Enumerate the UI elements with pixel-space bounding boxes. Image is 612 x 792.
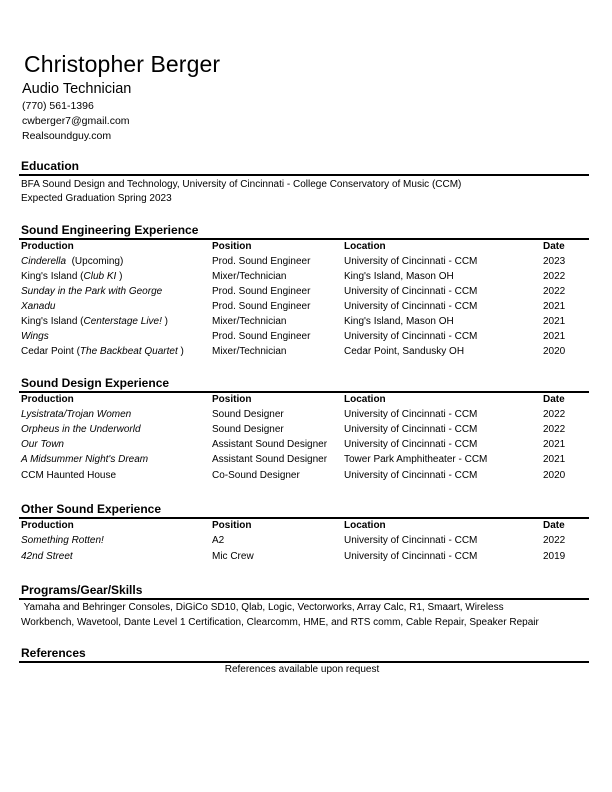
location-cell: University of Cincinnati - CCM — [344, 331, 478, 342]
production-cell: Cedar Point (The Backbeat Quartet ) — [21, 346, 184, 357]
production-cell: Cinderella (Upcoming) — [21, 256, 124, 267]
date-cell: 2022 — [543, 271, 566, 282]
production-cell: Wings — [21, 331, 49, 342]
col-date: Date — [543, 520, 565, 531]
location-cell: King's Island, Mason OH — [344, 316, 454, 327]
col-position: Position — [212, 241, 252, 252]
position-cell: Sound Designer — [212, 409, 284, 420]
position-cell: Prod. Sound Engineer — [212, 256, 311, 267]
col-production: Production — [21, 394, 74, 405]
col-location: Location — [344, 241, 386, 252]
table-row — [21, 299, 589, 314]
date-cell: 2022 — [543, 286, 566, 297]
education-degree: BFA Sound Design and Technology, University of Cincinnati - College Conservatory of Music (CCM) — [21, 179, 462, 190]
position-cell: A2 — [212, 535, 225, 546]
other-table — [21, 519, 589, 565]
table-row — [21, 452, 589, 467]
position-cell: Mixer/Technician — [212, 346, 287, 357]
table-row — [21, 533, 589, 549]
location-cell: University of Cincinnati - CCM — [344, 286, 478, 297]
production-cell: CCM Haunted House — [21, 470, 117, 481]
design-table — [21, 393, 589, 484]
table-row — [21, 549, 589, 565]
location-cell: University of Cincinnati - CCM — [344, 424, 478, 435]
position-cell: Mixer/Technician — [212, 316, 287, 327]
table-row — [21, 254, 589, 269]
location-cell: University of Cincinnati - CCM — [344, 551, 478, 562]
col-production: Production — [21, 241, 74, 252]
table-row — [21, 467, 589, 484]
col-date: Date — [543, 394, 565, 405]
production-cell: King's Island (Club KI ) — [21, 271, 123, 282]
position-cell: Mixer/Technician — [212, 271, 287, 282]
date-cell: 2021 — [543, 454, 566, 465]
location-cell: University of Cincinnati - CCM — [344, 535, 478, 546]
section-divider — [19, 174, 589, 176]
table-row — [21, 422, 589, 437]
skills-line-1: Yamaha and Behringer Consoles, DiGiCo SD10, Qlab, Logic, Vectorworks, Array Calc, R1, Smaart, Wireless — [21, 602, 504, 613]
table-row — [21, 269, 589, 284]
date-cell: 2019 — [543, 551, 566, 562]
website-link[interactable]: Realsoundguy.com — [22, 130, 112, 142]
skills-heading: Programs/Gear/Skills — [21, 583, 143, 597]
table-header-row — [21, 240, 589, 254]
date-cell: 2021 — [543, 439, 566, 450]
production-cell: Our Town — [21, 439, 64, 450]
table-row — [21, 284, 589, 299]
table-row — [21, 437, 589, 452]
education-heading: Education — [21, 159, 80, 173]
date-cell: 2021 — [543, 301, 566, 312]
skills-text — [21, 600, 596, 630]
position-cell: Prod. Sound Engineer — [212, 301, 311, 312]
production-cell: Orpheus in the Underworld — [21, 424, 141, 435]
date-cell: 2023 — [543, 256, 566, 267]
location-cell: University of Cincinnati - CCM — [344, 301, 478, 312]
location-cell: University of Cincinnati - CCM — [344, 470, 478, 481]
table-row — [21, 344, 589, 359]
date-cell: 2021 — [543, 316, 566, 327]
table-row — [21, 314, 589, 329]
email-address[interactable]: cwberger7@gmail.com — [22, 115, 130, 127]
date-cell: 2020 — [543, 346, 566, 357]
position-cell: Mic Crew — [212, 551, 254, 562]
table-header-row — [21, 519, 589, 533]
date-cell: 2022 — [543, 409, 566, 420]
design-heading: Sound Design Experience — [21, 376, 170, 390]
engineering-table — [21, 240, 589, 359]
col-production: Production — [21, 520, 74, 531]
col-location: Location — [344, 520, 386, 531]
table-row — [21, 329, 589, 344]
candidate-name: Christopher Berger — [24, 51, 221, 77]
date-cell: 2021 — [543, 331, 566, 342]
col-position: Position — [212, 394, 252, 405]
production-cell: 42nd Street — [21, 551, 73, 562]
position-cell: Sound Designer — [212, 424, 284, 435]
education-graduation: Expected Graduation Spring 2023 — [21, 193, 172, 204]
job-title: Audio Technician — [22, 81, 132, 97]
position-cell: Prod. Sound Engineer — [212, 286, 311, 297]
location-cell: University of Cincinnati - CCM — [344, 256, 478, 267]
col-date: Date — [543, 241, 565, 252]
position-cell: Co-Sound Designer — [212, 470, 300, 481]
engineering-heading: Sound Engineering Experience — [21, 223, 199, 237]
col-position: Position — [212, 520, 252, 531]
other-heading: Other Sound Experience — [21, 502, 162, 516]
location-cell: University of Cincinnati - CCM — [344, 409, 478, 420]
production-cell: Lysistrata/Trojan Women — [21, 409, 132, 420]
production-cell: King's Island (Centerstage Live! ) — [21, 316, 168, 327]
production-cell: Sunday in the Park with George — [21, 286, 163, 297]
references-heading: References — [21, 646, 86, 660]
production-cell: A Midsummer Night's Dream — [21, 454, 149, 465]
date-cell: 2022 — [543, 535, 566, 546]
production-cell: Something Rotten! — [21, 535, 104, 546]
position-cell: Prod. Sound Engineer — [212, 331, 311, 342]
col-location: Location — [344, 394, 386, 405]
location-cell: Cedar Point, Sandusky OH — [344, 346, 465, 357]
location-cell: Tower Park Amphitheater - CCM — [344, 454, 488, 465]
phone-number: (770) 561-1396 — [22, 100, 94, 112]
references-text: References available upon request — [224, 664, 380, 675]
table-header-row — [21, 393, 589, 407]
date-cell: 2020 — [543, 470, 566, 481]
date-cell: 2022 — [543, 424, 566, 435]
table-row — [21, 407, 589, 422]
position-cell: Assistant Sound Designer — [212, 454, 328, 465]
production-cell: Xanadu — [21, 301, 56, 312]
location-cell: University of Cincinnati - CCM — [344, 439, 478, 450]
location-cell: King's Island, Mason OH — [344, 271, 454, 282]
skills-line-2: Workbench, Wavetool, Dante Level 1 Certification, Clearcomm, HME, and RTS comm, Cable Repair, Speaker Repair — [21, 617, 539, 628]
position-cell: Assistant Sound Designer — [212, 439, 328, 450]
